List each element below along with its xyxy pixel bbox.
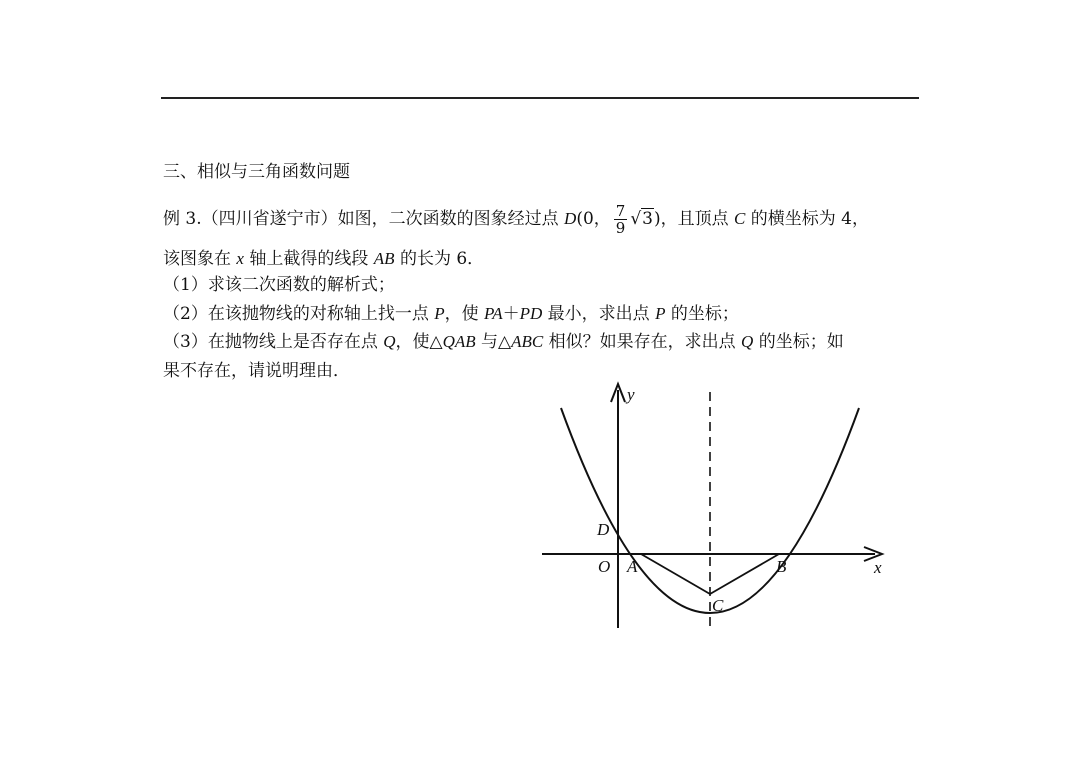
label-y: y — [627, 385, 635, 404]
q2-point-p: P — [434, 304, 445, 323]
vertex-text: )，且顶点 — [653, 209, 735, 229]
q2-text-c: 最小，求出点 — [542, 304, 656, 324]
point-c-label: C — [734, 209, 746, 228]
example-text-3: 轴上截得的线段 — [243, 249, 374, 269]
label-o: O — [598, 557, 611, 576]
sqrt-expression — [630, 208, 654, 230]
q3-point-q-2: Q — [741, 332, 754, 351]
question-2 — [163, 303, 739, 325]
q3-point-q: Q — [383, 332, 396, 351]
var-x: x — [236, 249, 244, 268]
q3-triangle-qab: QAB — [442, 332, 476, 351]
abscissa-text: 的横坐标为 4， — [745, 209, 869, 229]
parabola-figure — [530, 378, 900, 633]
label-a: A — [627, 557, 638, 576]
example-line-2 — [163, 248, 484, 270]
q3-text-e: 的坐标；如 — [753, 332, 844, 352]
example-line-1 — [163, 203, 869, 236]
example-text-2: 该图象在 — [163, 249, 237, 269]
q3-text-d: 相似？如果存在，求出点 — [543, 332, 742, 352]
label-b: B — [776, 557, 787, 576]
fraction-denominator: 9 — [615, 219, 626, 237]
example-text-4: 的长为 6． — [394, 249, 485, 269]
q2-pd: PD — [519, 304, 543, 323]
label-d: D — [597, 520, 610, 539]
q3-triangle-abc: ABC — [511, 332, 544, 351]
q2-pa: PA — [484, 304, 503, 323]
question-1: （1）求该二次函数的解析式； — [163, 275, 395, 295]
question-3 — [163, 331, 844, 353]
example-text: 例 3.（四川省遂宁市）如图，二次函数的图象经过点 — [163, 209, 565, 229]
label-x: x — [874, 558, 882, 577]
q2-text-a: （2）在该抛物线的对称轴上找一点 — [163, 304, 435, 324]
sqrt-radicand: 3 — [642, 209, 653, 229]
q2-plus: ＋ — [502, 304, 520, 324]
q2-text-d: 的坐标； — [665, 304, 739, 324]
q2-point-p-2: P — [655, 304, 666, 323]
fraction — [614, 203, 628, 236]
point-d-label: D — [564, 209, 577, 228]
segment-bc — [710, 554, 779, 594]
section-title: 三、相似与三角函数问题 — [163, 162, 350, 182]
segment-ab: AB — [373, 249, 395, 268]
q3-text-c: 与△ — [475, 332, 512, 352]
fraction-numerator: 7 — [615, 202, 626, 220]
label-c: C — [712, 596, 724, 615]
question-3-continued: 果不存在，请说明理由． — [163, 361, 350, 381]
sqrt-sign: √ — [630, 209, 642, 229]
q3-text-a: （3）在抛物线上是否存在点 — [163, 332, 384, 352]
header-rule — [161, 97, 919, 99]
segment-ac — [641, 554, 710, 594]
coord-text: (0， — [576, 209, 611, 229]
q3-text-b: ，使△ — [395, 332, 443, 352]
q2-text-b: ，使 — [444, 304, 485, 324]
